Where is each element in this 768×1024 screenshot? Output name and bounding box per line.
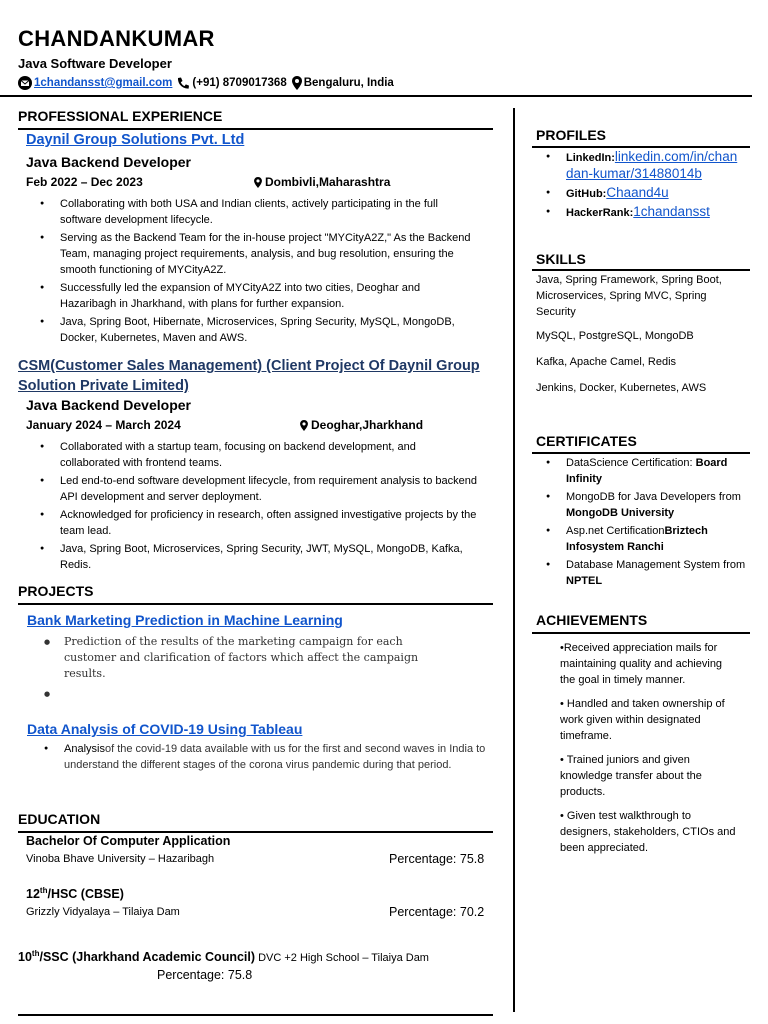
location-pin-icon xyxy=(254,177,262,188)
certificates-list xyxy=(532,455,754,591)
projects-heading: PROJECTS xyxy=(18,583,94,599)
project-bullets xyxy=(30,741,490,775)
phone-icon xyxy=(176,76,190,90)
skill-line: MySQL, PostgreSQL, MongoDB xyxy=(536,330,694,342)
company-daynil[interactable]: Daynil Group Solutions Pvt. Ltd xyxy=(26,132,245,148)
list-item: ● Java, Spring Boot, Hibernate, Microservices, Spring Security, MySQL, MongoDB, Docker, Kubernetes, Maven and AWS. xyxy=(26,314,478,346)
projects-rule xyxy=(18,603,493,605)
skill-line: Jenkins, Docker, Kubernetes, AWS xyxy=(536,382,707,394)
bullet-lead: Analysis xyxy=(64,743,105,755)
achievements-heading: ACHIEVEMENTS xyxy=(536,612,648,628)
list-item: ● Prediction of the results of the marketing campaign for each customer and clarification of factors which affect the campaign results. xyxy=(30,634,440,682)
candidate-location: Bengaluru, India xyxy=(303,77,394,89)
job-bullets xyxy=(26,196,478,348)
list-item: ● LinkedIn:linkedin.com/in/chan dan-kumar/31488014b xyxy=(532,149,757,183)
education-rule xyxy=(18,831,493,833)
hsc-title: 12th/HSC (CBSE) xyxy=(26,886,124,902)
list-item xyxy=(30,686,440,702)
profiles-rule xyxy=(532,146,750,148)
job-title: Java Backend Developer xyxy=(26,397,191,413)
header-divider xyxy=(0,95,752,97)
achievement-item: • Handled and taken ownership of work given within designated timeframe. xyxy=(560,698,725,742)
footer-rule xyxy=(18,1014,493,1016)
ssc-title: 10th/SSC (Jharkhand Academic Council) DVC +2 High School – Tilaiya Dam xyxy=(18,949,429,965)
list-item xyxy=(30,741,490,773)
candidate-role: Java Software Developer xyxy=(18,56,172,71)
job-location xyxy=(254,175,390,189)
achievements-rule xyxy=(532,632,750,634)
list-item: ● DataScience Certification: Board Infinity xyxy=(532,455,754,487)
company-csm[interactable]: CSM(Customer Sales Management) (Client Project Of Daynil Group Solution Private Limited) xyxy=(18,358,480,394)
candidate-name: CHANDANKUMAR xyxy=(18,26,215,51)
project-bank-marketing[interactable]: Bank Marketing Prediction in Machine Learning xyxy=(27,612,343,628)
job-dates: Feb 2022 – Dec 2023 xyxy=(26,175,143,189)
list-item: ● MongoDB for Java Developers from MongoDB University xyxy=(532,489,754,521)
ssc-percentage: Percentage: 75.8 xyxy=(157,968,253,982)
experience-heading: PROFESSIONAL EXPERIENCE xyxy=(18,108,223,124)
certificates-heading: CERTIFICATES xyxy=(536,433,637,449)
list-item: ● Led end-to-end software development lifecycle, from requirement analysis to backend API development and server deployment. xyxy=(26,473,478,505)
project-covid-analysis[interactable]: Data Analysis of COVID-19 Using Tableau xyxy=(27,721,303,737)
achievement-item: • Given test walkthrough to designers, stakeholders, CTIOs and been appreciated. xyxy=(560,810,736,854)
skills-heading: SKILLS xyxy=(536,251,586,267)
project-bullets xyxy=(30,634,440,704)
list-item: ● Collaborated with a startup team, focusing on backend development, and collaborated with frontend teams. xyxy=(26,439,478,471)
hsc-school: Grizzly Vidyalaya – Tilaiya Dam xyxy=(26,906,180,918)
linkedin-link[interactable]: dan-kumar/31488014b xyxy=(566,166,702,181)
degree-school: Vinoba Bhave University – Hazaribagh xyxy=(26,853,215,865)
job-location-text: Deoghar,Jharkhand xyxy=(311,418,424,432)
list-item: ● Java, Spring Boot, Microservices, Spring Security, JWT, MySQL, MongoDB, Kafka, Redis. xyxy=(26,541,478,573)
skills-rule xyxy=(532,269,750,271)
degree-percentage: Percentage: 75.8 xyxy=(389,852,485,866)
list-item: ● GitHub:Chaand4u xyxy=(532,185,757,202)
column-divider xyxy=(513,108,515,1012)
job-location-text: Dombivli,Maharashtra xyxy=(265,175,391,189)
list-item: ● Collaborating with both USA and Indian clients, actively participating in the full software development lifecycle. xyxy=(26,196,478,228)
achievement-item: • Trained juniors and given knowledge transfer about the products. xyxy=(560,754,702,798)
location-pin-icon xyxy=(300,420,308,431)
job-dates: January 2024 – March 2024 xyxy=(26,418,181,432)
experience-rule xyxy=(18,128,493,130)
list-item: ● Acknowledged for proficiency in research, often assigned investigative projects by the team lead. xyxy=(26,507,478,539)
email-icon xyxy=(18,76,32,90)
job-location xyxy=(300,418,423,432)
achievements-list xyxy=(560,640,740,864)
profiles-heading: PROFILES xyxy=(536,127,607,143)
list-item: ● Database Management System from NPTEL xyxy=(532,557,754,589)
list-item: ● Asp.net CertificationBriztech Infosystem Ranchi xyxy=(532,523,754,555)
list-item: ● HackerRank:1chandansst xyxy=(532,204,757,221)
contact-line xyxy=(18,76,394,90)
linkedin-link[interactable]: linkedin.com/in/chan xyxy=(614,149,738,164)
skill-line: Kafka, Apache Camel, Redis xyxy=(536,356,677,368)
bullet-text: of the covid-19 data available with us for the first and second waves in India to understand the different stages of the corona virus pandemic during that period. xyxy=(64,743,486,771)
list-item: ● Serving as the Backend Team for the in-house project "MYCityA2Z," As the Backend Team, managing project requirements, analysis, and bug resolution, ensuring the smooth functioning of MYCityA2Z. xyxy=(26,230,478,278)
email-link[interactable]: 1chandansst@gmail.com xyxy=(34,77,173,89)
skill-line: Java, Spring Framework, Spring Boot, Microservices, Spring MVC, Spring Security xyxy=(536,274,722,318)
skills-list xyxy=(536,272,748,404)
job-title: Java Backend Developer xyxy=(26,154,191,170)
job-bullets xyxy=(26,439,478,575)
certificates-rule xyxy=(532,452,750,454)
profiles-list xyxy=(532,149,757,223)
degree-title: Bachelor Of Computer Application xyxy=(26,834,231,848)
hackerrank-link[interactable]: 1chandansst xyxy=(633,204,710,219)
hsc-percentage: Percentage: 70.2 xyxy=(389,905,485,919)
location-pin-icon xyxy=(292,76,302,90)
education-heading: EDUCATION xyxy=(18,811,101,827)
phone-number: (+91) 8709017368 xyxy=(192,77,287,89)
list-item: ● Successfully led the expansion of MYCityA2Z into two cities, Deoghar and Hazaribagh in Jharkhand, with plans for further expansion. xyxy=(26,280,478,312)
github-link[interactable]: Chaand4u xyxy=(606,185,669,200)
achievement-item: •Received appreciation mails for maintaining quality and achieving the goal in timely manner. xyxy=(560,642,723,686)
